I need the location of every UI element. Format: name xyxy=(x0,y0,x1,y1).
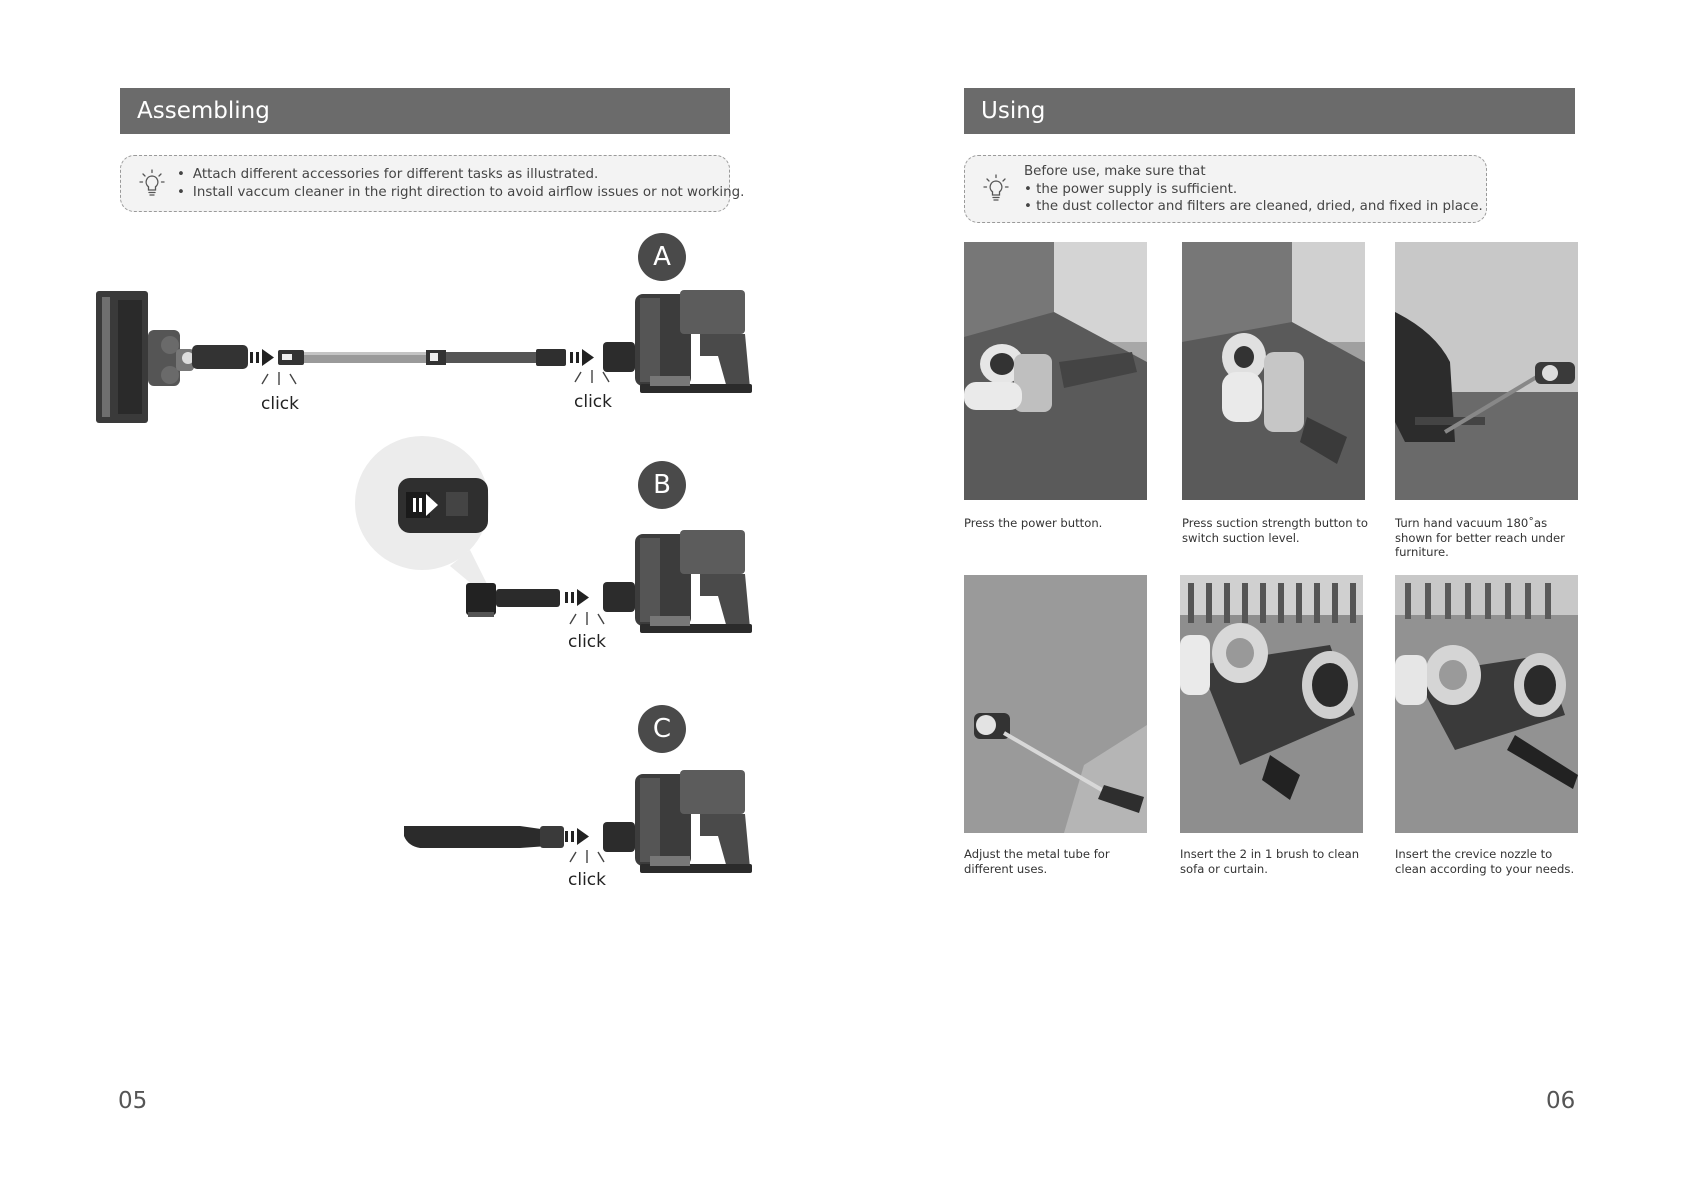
tip-line: • Attach different accessories for different tasks as illustrated. xyxy=(177,166,744,184)
step-badge-c: C xyxy=(638,705,686,753)
click-label: click xyxy=(568,870,606,890)
photo-metal-tube xyxy=(964,575,1147,833)
tip-line: • the power supply is sufficient. xyxy=(1024,181,1238,197)
photo-power-button xyxy=(964,242,1147,500)
photo-suction-button xyxy=(1182,242,1365,500)
step-badge-b: B xyxy=(638,461,686,509)
photo-caption: Turn hand vacuum 180˚as shown for better reach under furniture. xyxy=(1395,516,1565,559)
photo-turn-vacuum xyxy=(1395,242,1578,500)
photo-caption: Insert the 2 in 1 brush to clean sofa or curtain. xyxy=(1180,847,1360,876)
lightbulb-icon xyxy=(983,174,1009,204)
right-page xyxy=(842,0,1684,1191)
assembling-header: Assembling xyxy=(120,88,730,134)
photo-caption: Insert the crevice nozzle to clean according to your needs. xyxy=(1395,847,1575,876)
tip-line: • Install vaccum cleaner in the right direction to avoid airflow issues or not working. xyxy=(177,184,744,202)
click-label: click xyxy=(574,392,612,412)
using-header: Using xyxy=(964,88,1575,134)
arrow-icon xyxy=(565,828,589,845)
page-number: 05 xyxy=(118,1088,148,1114)
assembly-diagram-c xyxy=(0,0,842,900)
crevice-nozzle-illustration xyxy=(404,826,564,848)
photo-caption: Press suction strength button to switch suction level. xyxy=(1182,516,1368,545)
step-badge-a: A xyxy=(638,233,686,281)
handheld-vacuum-illustration xyxy=(603,770,752,873)
tip-intro: Before use, make sure that xyxy=(1024,164,1206,179)
photo-crevice-nozzle xyxy=(1395,575,1578,833)
photo-caption: Press the power button. xyxy=(964,516,1103,530)
photo-caption: Adjust the metal tube for different uses. xyxy=(964,847,1110,876)
tip-line: • the dust collector and filters are cleaned, dried, and fixed in place. xyxy=(1024,199,1483,214)
page-number: 06 xyxy=(1546,1088,1576,1114)
click-label: click xyxy=(261,394,299,414)
using-tip-box xyxy=(964,155,1487,223)
click-label: click xyxy=(568,632,606,652)
click-burst-icon xyxy=(570,850,604,863)
photo-brush-sofa xyxy=(1180,575,1363,833)
